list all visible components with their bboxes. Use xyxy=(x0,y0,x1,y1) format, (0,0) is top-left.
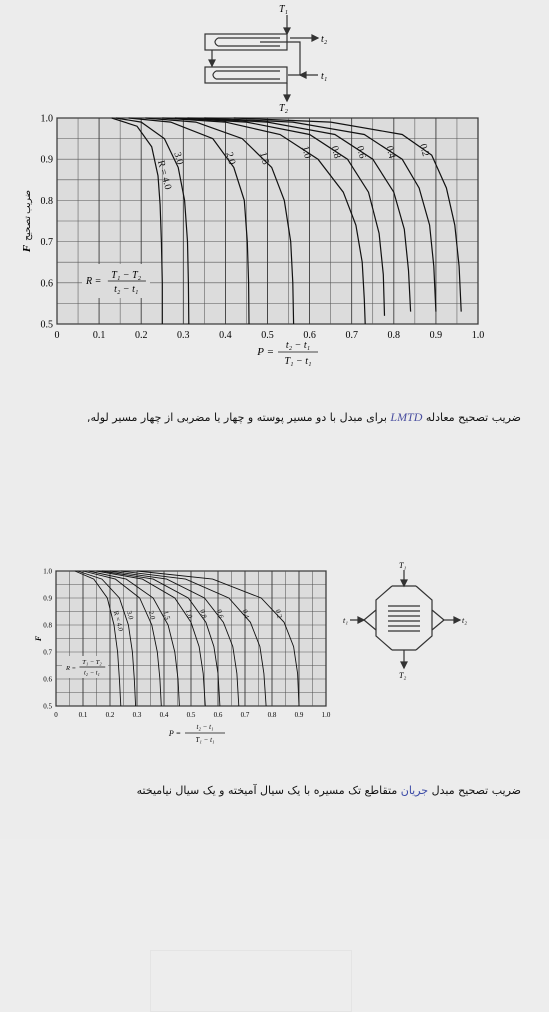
y-tick-label: 0.9 xyxy=(40,154,53,166)
y-tick-label: 1.0 xyxy=(40,113,53,125)
y-tick-label: 0.8 xyxy=(43,621,52,630)
caption-text: برای مبدل با دو مسیر پوسته و چهار یا مضربی از چهار مسیر لوله, xyxy=(87,411,387,424)
r-definition-denominator: t₂ − t₁ xyxy=(114,284,139,295)
figure-panel-top xyxy=(0,0,549,470)
schematic-label: t₁ xyxy=(321,71,328,82)
curve-label: 1.0 xyxy=(183,608,194,620)
x-tick-label: 0.3 xyxy=(177,330,190,341)
y-tick-label: 0.8 xyxy=(40,195,53,207)
schematic-label: t₂ xyxy=(462,616,468,625)
x-tick-label: 0.4 xyxy=(219,330,232,341)
x-tick-label: 0.8 xyxy=(387,330,401,341)
schematic-label: T₁ xyxy=(399,561,407,570)
x-tick-label: 0.5 xyxy=(261,330,274,341)
correction-factor-chart-top xyxy=(0,0,549,400)
x-tick-label: 0.2 xyxy=(134,330,148,341)
y-axis-text: ضریب تصحیح xyxy=(22,189,32,241)
curve-label: 1.5 xyxy=(161,609,172,621)
curve-label: 2.0 xyxy=(146,609,157,621)
x-axis-denominator: T₁ − t₁ xyxy=(195,736,215,744)
curve-label: 0.6 xyxy=(353,144,368,160)
r-definition-symbol: R = xyxy=(86,276,102,287)
y-axis-label xyxy=(21,190,33,253)
caption-bottom xyxy=(137,784,521,797)
curve-label: 0.8 xyxy=(328,144,343,160)
r-definition-numerator: T₁ − T₂ xyxy=(82,659,102,666)
y-axis-symbol: F xyxy=(34,635,43,642)
curve-label: R = 4.0 xyxy=(111,609,125,633)
caption-text: متقاطع تک مسیره با یک سیال آمیخته و یک سیال نیامیخته xyxy=(136,784,398,797)
x-axis-numerator: t₂ − t₁ xyxy=(196,723,214,731)
caption-top xyxy=(87,410,521,425)
figure-panel-bottom xyxy=(0,470,549,839)
correction-factor-chart-bottom xyxy=(0,470,549,770)
y-tick-label: 0.9 xyxy=(43,594,52,603)
curve-label: 0.6 xyxy=(215,608,226,620)
x-tick-label: 0 xyxy=(54,330,60,341)
y-tick-label: 0.5 xyxy=(43,702,52,711)
y-axis-label xyxy=(34,635,43,642)
x-axis-numerator: t₂ − t₁ xyxy=(285,340,311,351)
x-axis-symbol: P = xyxy=(168,729,181,738)
caption-text: ضریب تصحیح مبدل xyxy=(431,784,521,797)
x-tick-label: 0.8 xyxy=(267,711,277,719)
x-tick-label: 1.0 xyxy=(471,330,485,341)
x-tick-label: 0.9 xyxy=(429,330,443,341)
curve-label: R = 4.0 xyxy=(154,159,174,191)
x-tick-label: 0.7 xyxy=(240,711,250,719)
y-tick-label: 0.7 xyxy=(43,648,52,657)
x-tick-label: 0 xyxy=(54,711,58,719)
r-definition-denominator: t₂ − t₁ xyxy=(84,669,100,677)
faint-background-text xyxy=(150,950,352,1012)
schematic-label: t₁ xyxy=(343,616,349,625)
x-tick-label: 0.6 xyxy=(303,330,316,341)
x-axis-denominator: T₁ − t₁ xyxy=(284,356,312,367)
x-tick-label: 1.0 xyxy=(321,711,331,719)
x-tick-label: 0.9 xyxy=(294,711,304,719)
r-definition-numerator: T₁ − T₂ xyxy=(111,270,142,281)
curve-label: 3.0 xyxy=(171,150,186,166)
curve-label: 1.0 xyxy=(299,144,314,160)
y-tick-label: 0.6 xyxy=(40,278,53,290)
curve-label: 0.4 xyxy=(240,608,251,620)
y-axis-symbol: F xyxy=(21,244,33,253)
x-tick-label: 0.7 xyxy=(345,330,358,341)
curve-label: 1.5 xyxy=(257,150,271,166)
schematic-label: T₁ xyxy=(279,4,289,15)
schematic-label: t₂ xyxy=(321,34,328,45)
curve-label: 0.2 xyxy=(417,142,431,158)
schematic-label: T₂ xyxy=(279,103,289,114)
y-tick-label: 0.5 xyxy=(40,319,53,331)
curve-label: 2.0 xyxy=(223,150,238,166)
x-tick-label: 0.6 xyxy=(213,711,223,719)
caption-emphasis: LMTD xyxy=(390,410,423,424)
y-tick-label: 1.0 xyxy=(43,567,52,576)
y-tick-label: 0.6 xyxy=(43,675,52,684)
schematic-label: T₂ xyxy=(399,671,407,680)
caption-accent: جریان xyxy=(400,784,429,797)
x-tick-label: 0.5 xyxy=(186,711,196,719)
x-tick-label: 0.1 xyxy=(78,711,88,719)
curve-label: 0.8 xyxy=(198,608,209,620)
x-tick-label: 0.3 xyxy=(132,711,142,719)
curve-label: 0.4 xyxy=(383,144,398,160)
x-tick-label: 0.1 xyxy=(92,330,106,341)
r-definition-symbol: R = xyxy=(66,665,76,672)
y-tick-label: 0.7 xyxy=(40,237,53,249)
curve-label: 0.2 xyxy=(273,608,284,620)
x-tick-label: 0.2 xyxy=(105,711,115,719)
curve-label: 3.0 xyxy=(124,609,135,621)
x-axis-symbol: P = xyxy=(257,346,274,358)
caption-text: ضریب تصحیح معادله xyxy=(425,411,521,424)
x-tick-label: 0.4 xyxy=(159,711,169,719)
